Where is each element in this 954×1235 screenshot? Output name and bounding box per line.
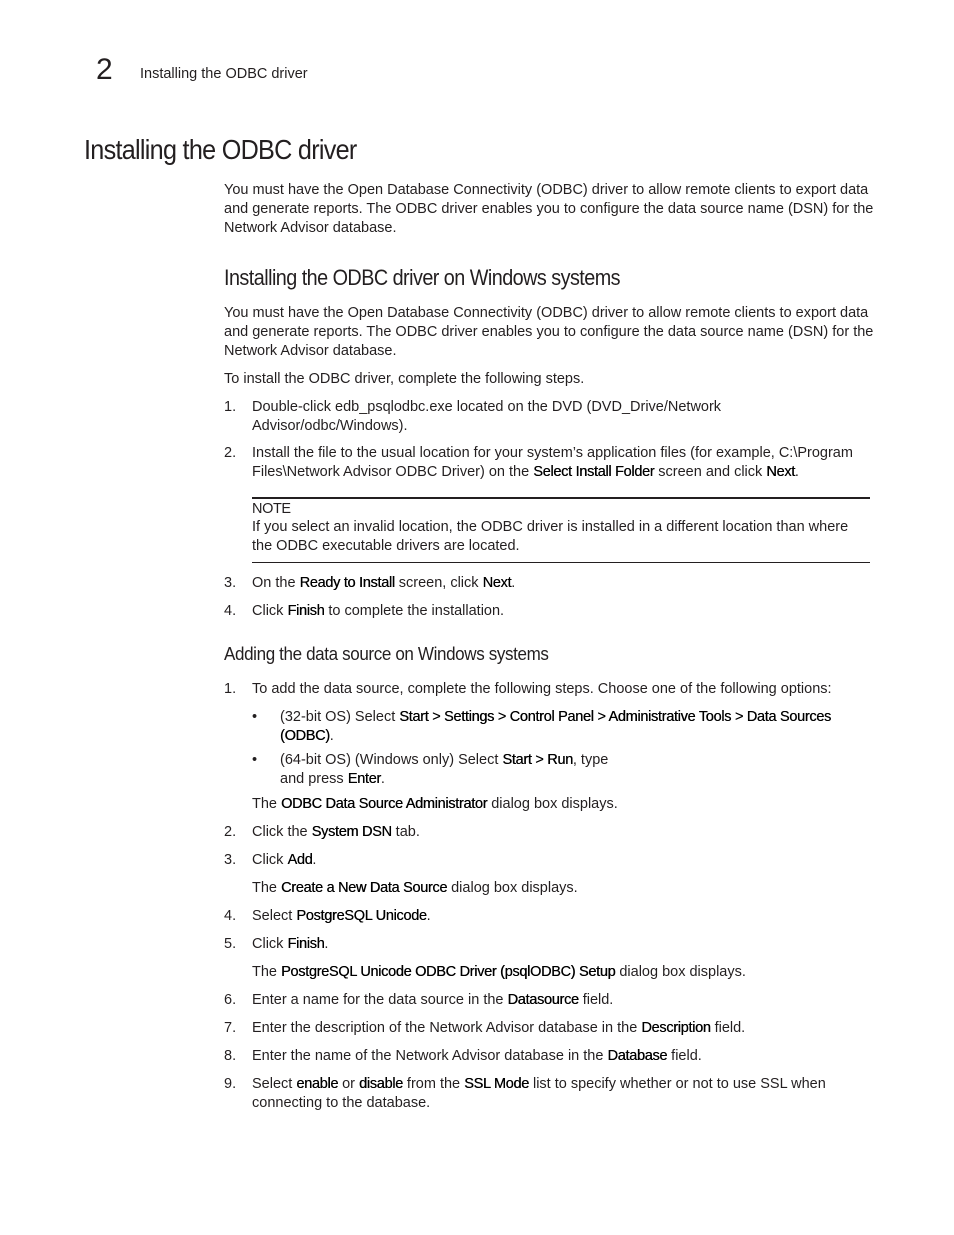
bullet-dot: • (252, 752, 258, 768)
datasource-step-7 (224, 1019, 874, 1038)
install-step-4 (224, 602, 874, 621)
bullet-text (280, 751, 872, 789)
ui-path-start-run: Start > Run (502, 752, 573, 768)
ui-label-system-dsn: System DSN (311, 824, 392, 840)
ui-label-enter: Enter (347, 771, 381, 787)
option-bullet-64bit (252, 751, 872, 789)
ui-label-odbc-admin: ODBC Data Source Administrator (281, 796, 488, 812)
text: tab. (391, 824, 420, 840)
text: and press (280, 771, 348, 787)
text: . (511, 575, 516, 591)
step-text (252, 907, 874, 926)
step-number: 4. (224, 603, 237, 619)
running-header-title: Installing the ODBC driver (140, 66, 308, 82)
text: screen, click (394, 575, 483, 591)
step-number: 8. (224, 1048, 237, 1064)
text: or (338, 1076, 360, 1092)
text: field. (710, 1020, 746, 1036)
windows-install-lead: To install the ODBC driver, complete the following steps. (224, 371, 585, 387)
text: list to specify whether or not to use SSL when connecting to the database. (252, 1076, 826, 1111)
ui-label-datasource: Datasource (507, 992, 579, 1008)
note-top-rule (252, 497, 870, 499)
step-number: 3. (224, 575, 237, 591)
step-number: 2. (224, 824, 237, 840)
ui-label-database: Database (607, 1048, 668, 1064)
text: field. (667, 1048, 702, 1064)
text: Click (252, 852, 288, 868)
step-number: 3. (224, 852, 237, 868)
step-text (252, 1019, 874, 1038)
text: The (252, 796, 282, 812)
datasource-step-5 (224, 935, 874, 954)
text: Click (252, 936, 288, 952)
ui-label-postgresql-unicode: PostgreSQL Unicode (296, 908, 427, 924)
text: field. (578, 992, 614, 1008)
ui-label-finish: Finish (287, 603, 325, 619)
datasource-step-6 (224, 991, 874, 1010)
text: Install the file to the usual location for your system’s application files (for example, C:\Program Files\Network Advisor ODBC Driver) on the (252, 445, 853, 480)
ui-label-disable: disable (359, 1076, 403, 1092)
text: screen and click (654, 464, 767, 480)
windows-install-intro: You must have the Open Database Connectivity (ODBC) driver to allow remote clients to export data and generate reports. The ODBC driver enables you to configure the data source name (DSN) for the Network Advisor database. (224, 305, 874, 359)
datasource-step-2 (224, 823, 874, 842)
text: . (794, 464, 799, 480)
option-bullet-32bit (252, 708, 872, 746)
datasource-step-4 (224, 907, 874, 926)
step-number: 2. (224, 445, 237, 461)
section-title: Installing the ODBC driver (84, 134, 357, 165)
note-title: NOTE (252, 501, 291, 517)
text: . (324, 936, 329, 952)
result-odbc-admin (252, 795, 872, 814)
step-number: 7. (224, 1020, 237, 1036)
install-step-2 (224, 444, 874, 482)
result-create-data-source (252, 879, 872, 898)
ui-label-psqlodbc-setup: PostgreSQL Unicode ODBC Driver (psqlODBC) Setup (281, 964, 616, 980)
step-text (252, 602, 874, 621)
ui-label-create-new-data-source: Create a New Data Source (281, 880, 448, 896)
step-number: 5. (224, 936, 237, 952)
subsection-title-add-datasource: Adding the data source on Windows systems (224, 643, 549, 664)
text: Enter the name of the Network Advisor database in the (252, 1048, 608, 1064)
bullet-dot: • (252, 709, 258, 725)
step-text: Double-click edb_psqlodbc.exe located on the DVD (DVD_Drive/Network Advisor/odbc/Windows). (252, 399, 722, 434)
text: (64-bit OS) (Windows only) Select (280, 752, 503, 768)
step-number: 4. (224, 908, 237, 924)
ui-label-add: Add (287, 852, 313, 868)
datasource-step-3 (224, 851, 874, 870)
result-psqlodbc-setup (252, 963, 872, 982)
text: Enter a name for the data source in the (252, 992, 508, 1008)
ui-label-enable: enable (296, 1076, 339, 1092)
text: The (252, 880, 282, 896)
text: Enter the description of the Network Advisor database in the (252, 1020, 642, 1036)
ui-label-description: Description (641, 1020, 711, 1036)
text: . (426, 908, 431, 924)
text: to complete the installation. (324, 603, 505, 619)
ui-label-finish: Finish (287, 936, 325, 952)
ui-label-select-install-folder: Select Install Folder (533, 464, 655, 480)
ui-label-next: Next (766, 464, 795, 480)
text: Select (252, 908, 297, 924)
step-text (252, 444, 874, 482)
step-number: 1. (224, 681, 237, 697)
chapter-number: 2 (96, 53, 113, 86)
text: Click the (252, 824, 312, 840)
text: Select (252, 1076, 297, 1092)
step-number: 9. (224, 1076, 237, 1092)
text: . (329, 728, 334, 744)
text: . (380, 771, 385, 787)
step-text (252, 1075, 874, 1113)
text: from the (402, 1076, 465, 1092)
text: dialog box displays. (487, 796, 618, 812)
text: On the (252, 575, 300, 591)
install-step-3 (224, 574, 874, 593)
ui-label-next: Next (482, 575, 512, 591)
install-step-1 (224, 398, 874, 436)
datasource-step-9 (224, 1075, 874, 1113)
step-text (252, 574, 874, 593)
step-text: To add the data source, complete the following steps. Choose one of the following options: (252, 681, 832, 697)
text: (32-bit OS) Select (280, 709, 400, 725)
note-body: If you select an invalid location, the ODBC driver is installed in a different location than where the ODBC executable drivers are located. (252, 519, 849, 554)
text: . (312, 852, 317, 868)
ui-label-ready-to-install: Ready to Install (299, 575, 395, 591)
text: Click (252, 603, 288, 619)
text: The (252, 964, 282, 980)
note-bottom-rule (252, 562, 870, 563)
text: dialog box displays. (615, 964, 746, 980)
ui-path-data-sources: Start > Settings > Control Panel > Administrative Tools > Data Sources (ODBC) (280, 709, 831, 744)
step-text (252, 1047, 874, 1066)
subsection-title-windows-install: Installing the ODBC driver on Windows systems (224, 265, 621, 290)
datasource-step-1 (224, 680, 874, 699)
step-text (252, 935, 874, 954)
step-text (252, 991, 874, 1010)
bullet-text (280, 708, 872, 746)
datasource-step-8 (224, 1047, 874, 1066)
step-text (252, 851, 874, 870)
text: dialog box displays. (447, 880, 578, 896)
ui-label-ssl-mode: SSL Mode (464, 1076, 529, 1092)
step-text (252, 823, 874, 842)
text: , type (572, 752, 609, 768)
section-intro: You must have the Open Database Connectivity (ODBC) driver to allow remote clients to export data and generate reports. The ODBC driver enables you to configure the data source name (DSN) for the Network Advisor database. (224, 182, 874, 236)
step-number: 6. (224, 992, 237, 1008)
step-number: 1. (224, 399, 237, 415)
